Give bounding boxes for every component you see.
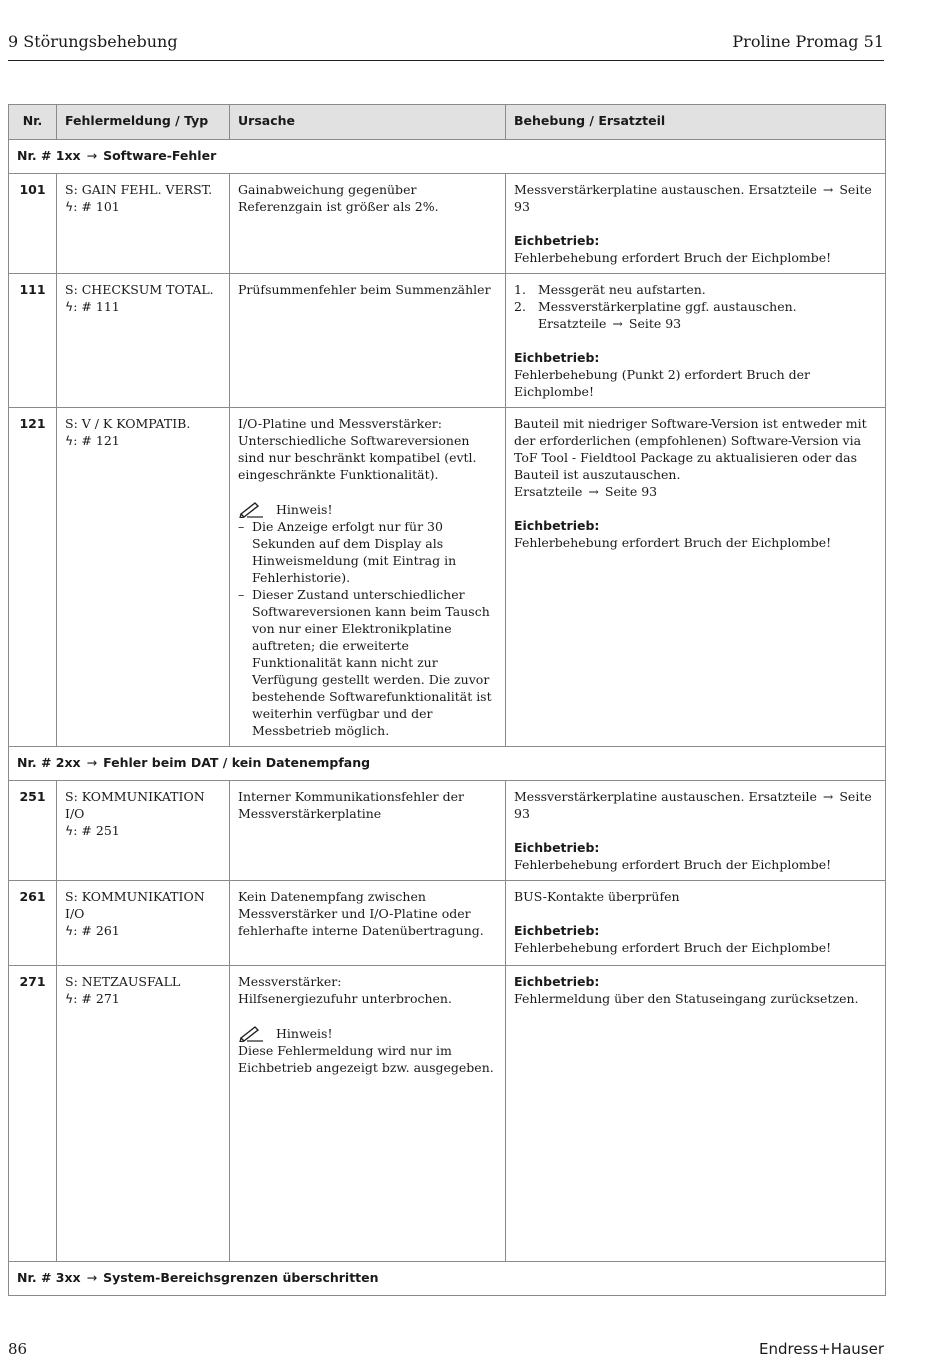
remedy-text: Bauteil mit niedriger Software-Version ist entweder mit der erforderlichen (empfohlenen) Software-Version via ToF Tool - Fieldtool Package zu aktualisieren oder das Bauteil ist auszutauschen. [514, 416, 867, 482]
error-message: S: KOMMUNIKATION I/O [65, 789, 205, 821]
step-number: 1. [514, 282, 526, 297]
group-row [9, 1262, 886, 1296]
error-number: 121 [9, 408, 57, 747]
brand-name: Endress+Hauser [759, 1340, 884, 1358]
group-prefix: Nr. # 2xx [17, 755, 81, 770]
spare-parts-label: Ersatzteile [538, 316, 607, 331]
error-number: 271 [9, 966, 57, 1262]
page-header [8, 30, 884, 61]
remedy-text: Fehlermeldung über den Statuseingang zurücksetzen. [514, 991, 859, 1006]
cause-cell [230, 408, 506, 747]
remedy-steps [514, 281, 877, 332]
error-number: 101 [9, 174, 57, 274]
lightning-icon: ϟ [65, 199, 74, 214]
error-message-cell [57, 274, 230, 408]
col-header-remedy: Behebung / Ersatzteil [506, 105, 886, 140]
arrow-icon: → [86, 1270, 98, 1285]
col-header-message: Fehlermeldung / Typ [57, 105, 230, 140]
error-table [8, 104, 886, 1296]
group-title: System-Bereichsgrenzen überschritten [103, 1270, 379, 1285]
error-code-text: : # 271 [73, 991, 120, 1006]
error-number: 111 [9, 274, 57, 408]
error-code-text: : # 261 [73, 923, 120, 938]
error-code-text: : # 121 [73, 433, 120, 448]
group-row [9, 140, 886, 174]
cause-text: Interner Kommunikationsfehler der Messverstärkerplatine [238, 789, 464, 821]
pencil-note-icon [238, 1024, 264, 1042]
remedy-main: Messverstärkerplatine austauschen. [514, 182, 745, 197]
arrow-icon: → [588, 484, 599, 499]
list-item [514, 298, 877, 332]
table-row [9, 781, 886, 881]
step-text: Messverstärkerplatine ggf. austauschen. [538, 299, 797, 314]
cause-cell [230, 274, 506, 408]
error-message-cell [57, 881, 230, 966]
error-code-text: : # 101 [73, 199, 120, 214]
note-heading [238, 500, 497, 518]
error-message-cell [57, 408, 230, 747]
error-message: S: NETZAUSFALL [65, 974, 181, 989]
table-row [9, 274, 886, 408]
remedy-cell [506, 408, 886, 747]
page-number: 86 [8, 1340, 28, 1358]
arrow-icon: → [612, 316, 623, 331]
eich-label: Eichbetrieb: [514, 923, 600, 938]
step-text: Messgerät neu aufstarten. [538, 282, 706, 297]
step-number: 2. [514, 299, 526, 314]
group-row [9, 747, 886, 781]
eich-label: Eichbetrieb: [514, 233, 600, 248]
lightning-icon: ϟ [65, 433, 74, 448]
remedy-cell [506, 174, 886, 274]
cause-text: Kein Datenempfang zwischen Messverstärker und I/O-Platine oder fehlerhafte interne Datenübertragung. [238, 889, 484, 938]
remedy-cell [506, 274, 886, 408]
error-code [65, 822, 221, 839]
page-ref-link[interactable]: Seite 93 [514, 789, 872, 821]
table-row [9, 966, 886, 1262]
error-code [65, 198, 221, 215]
remedy-text [514, 788, 877, 822]
eich-label: Eichbetrieb: [514, 974, 600, 989]
lightning-icon: ϟ [65, 991, 74, 1006]
error-message-cell [57, 966, 230, 1262]
group-heading [9, 140, 886, 174]
arrow-icon: → [822, 182, 834, 197]
list-item: – Dieser Zustand unterschiedlicher Softwareversionen kann beim Tausch von nur einer Elektronikplatine auftreten; die erweiterte Funktionalität kann nicht zur Verfügung gestellt werden. Die zuvor bestehende Softwarefunktionalität ist weiterhin verfügbar und der Messbetrieb möglich. [238, 587, 492, 738]
eich-label: Eichbetrieb: [514, 518, 600, 533]
remedy-text: BUS-Kontakte überprüfen [514, 889, 680, 904]
error-code-text: : # 111 [73, 299, 120, 314]
group-heading [9, 747, 886, 781]
eich-text: Fehlerbehebung (Punkt 2) erfordert Bruch der Eichplombe! [514, 367, 810, 399]
error-code [65, 922, 221, 939]
cause-text: Prüfsummenfehler beim Summenzähler [238, 282, 491, 297]
spare-parts-label: Ersatzteile [748, 789, 817, 804]
page-ref-link[interactable]: Seite 93 [604, 484, 658, 499]
product-name: Proline Promag 51 [732, 32, 884, 51]
page-ref-link[interactable]: Seite 93 [514, 182, 872, 214]
eich-label: Eichbetrieb: [514, 350, 600, 365]
list-item: – Die Anzeige erfolgt nur für 30 Sekunden auf dem Display als Hinweismeldung (mit Eintrag in Fehlerhistorie). [238, 519, 457, 585]
note-list [238, 518, 497, 739]
lightning-icon: ϟ [65, 299, 74, 314]
note-heading [238, 1024, 497, 1042]
cause-cell [230, 881, 506, 966]
error-message-cell [57, 174, 230, 274]
cause-text: Gainabweichung gegenüber Referenzgain ist größer als 2%. [238, 182, 439, 214]
pencil-note-icon [238, 500, 264, 518]
list-item [514, 281, 877, 298]
cause-cell [230, 966, 506, 1262]
note-label: Hinweis! [276, 1025, 333, 1041]
remedy-text [514, 181, 877, 215]
spare-parts-ref [514, 483, 877, 500]
cause-cell [230, 781, 506, 881]
table-header-row [9, 105, 886, 140]
arrow-icon: → [86, 148, 98, 163]
error-message: S: KOMMUNIKATION I/O [65, 889, 205, 921]
eich-text: Fehlerbehebung erfordert Bruch der Eichplombe! [514, 535, 832, 550]
error-code-text: : # 251 [73, 823, 120, 838]
remedy-cell [506, 881, 886, 966]
group-title: Fehler beim DAT / kein Datenempfang [103, 755, 371, 770]
chapter-title: 9 Störungsbehebung [8, 32, 178, 51]
group-prefix: Nr. # 1xx [17, 148, 81, 163]
eich-text: Fehlerbehebung erfordert Bruch der Eichplombe! [514, 250, 832, 265]
error-code [65, 432, 221, 449]
note-text: Diese Fehlermeldung wird nur im Eichbetrieb angezeigt bzw. ausgegeben. [238, 1043, 494, 1075]
arrow-icon: → [86, 755, 98, 770]
page-ref-link[interactable]: Seite 93 [628, 316, 682, 331]
group-prefix: Nr. # 3xx [17, 1270, 81, 1285]
note-label: Hinweis! [276, 501, 333, 517]
col-header-cause: Ursache [230, 105, 506, 140]
error-message: S: GAIN FEHL. VERST. [65, 182, 213, 197]
spare-parts-label: Ersatzteile [748, 182, 817, 197]
error-message-cell [57, 781, 230, 881]
cause-cell [230, 174, 506, 274]
remedy-main: Messverstärkerplatine austauschen. [514, 789, 745, 804]
arrow-icon: → [822, 789, 834, 804]
group-heading [9, 1262, 886, 1296]
group-title: Software-Fehler [103, 148, 217, 163]
spare-parts-label: Ersatzteile [514, 484, 583, 499]
remedy-cell [506, 781, 886, 881]
lightning-icon: ϟ [65, 823, 74, 838]
eich-text: Fehlerbehebung erfordert Bruch der Eichplombe! [514, 857, 832, 872]
cause-label: Messverstärker: [238, 974, 342, 989]
table-row [9, 408, 886, 747]
error-code [65, 298, 221, 315]
table-row [9, 174, 886, 274]
eich-label: Eichbetrieb: [514, 840, 600, 855]
error-number: 251 [9, 781, 57, 881]
note-text: Dieser Zustand unterschiedlicher Softwareversionen kann beim Tausch von nur einer Elektronikplatine auftreten; die erweiterte Funktionalität kann nicht zur Verfügung gestellt werden. Die zuvor bestehende Softwarefunktionalität ist weiterhin verfügbar und der Messbetrieb möglich. [252, 587, 492, 738]
note-text: Die Anzeige erfolgt nur für 30 Sekunden auf dem Display als Hinweismeldung (mit Eintrag in Fehlerhistorie). [252, 519, 457, 585]
error-code [65, 990, 221, 1007]
error-message: S: CHECKSUM TOTAL. [65, 282, 214, 297]
cause-text: Hilfsenergiezufuhr unterbrochen. [238, 991, 452, 1006]
remedy-cell [506, 966, 886, 1262]
cause-text: I/O-Platine und Messverstärker: Unterschiedliche Softwareversionen sind nur beschränkt kompatibel (evtl. eingeschränkte Funktionalität). [238, 416, 477, 482]
error-number: 261 [9, 881, 57, 966]
lightning-icon: ϟ [65, 923, 74, 938]
col-header-nr: Nr. [9, 105, 57, 140]
table-row [9, 881, 886, 966]
error-message: S: V / K KOMPATIB. [65, 416, 191, 431]
eich-text: Fehlerbehebung erfordert Bruch der Eichplombe! [514, 940, 832, 955]
